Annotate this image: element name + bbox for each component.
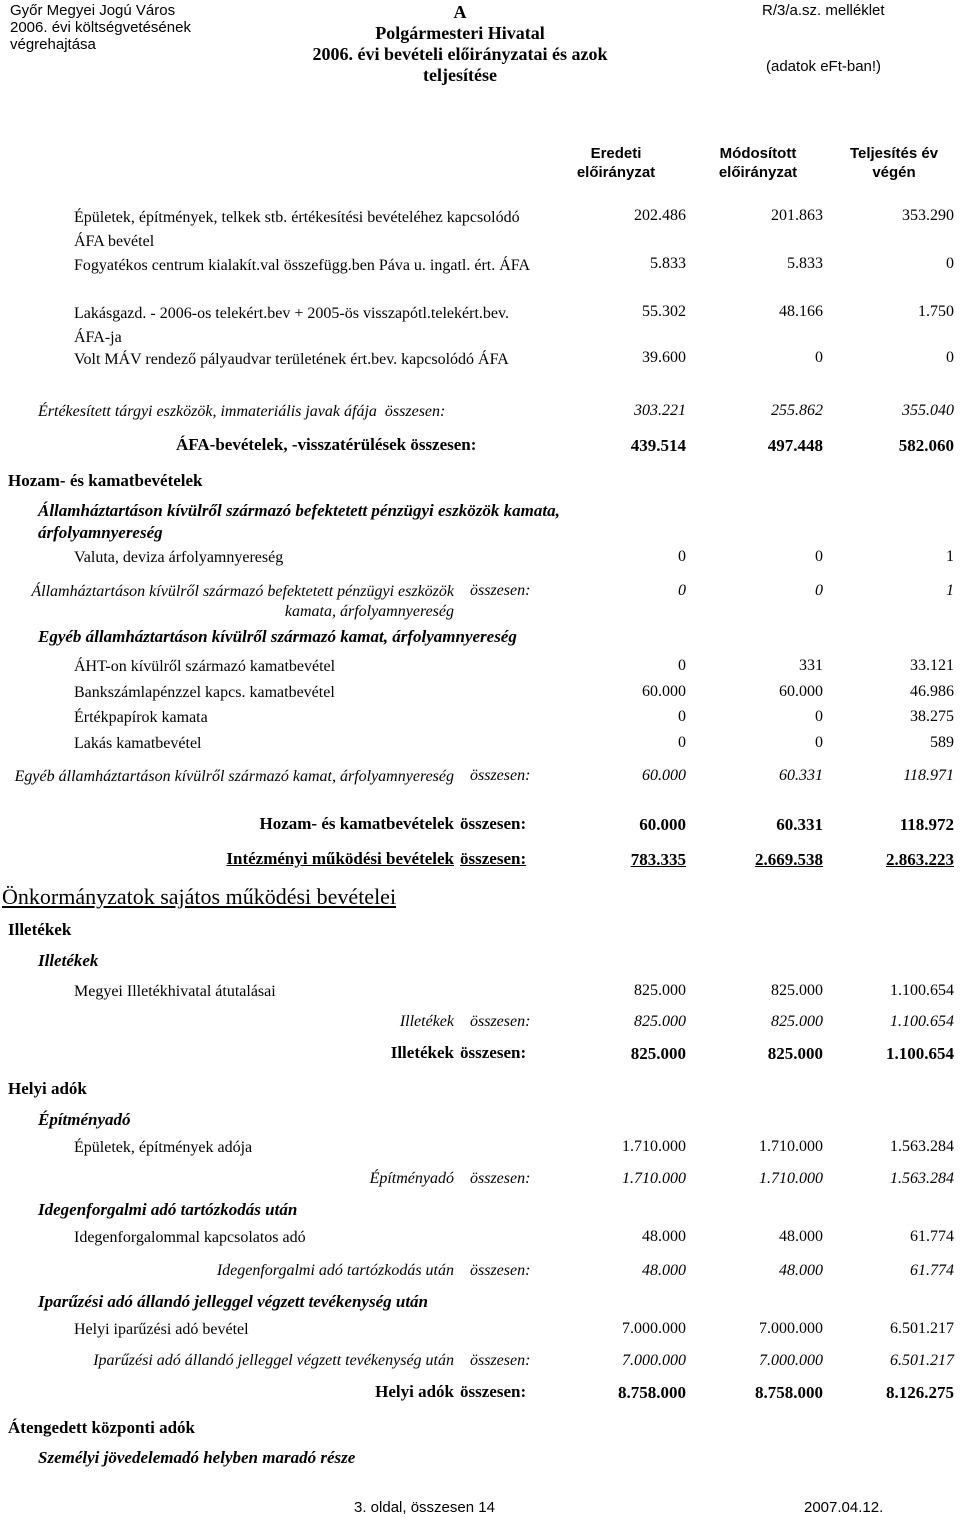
value-eredeti: 0 xyxy=(678,657,686,674)
header-right: R/3/a.sz. melléklet xyxy=(762,2,885,19)
title-line-3: teljesítése xyxy=(423,65,497,85)
value-modositott: 48.000 xyxy=(779,1228,823,1245)
col-header-modositott-l1: Módosított xyxy=(719,145,797,162)
value-teljesites: 33.121 xyxy=(910,657,954,674)
total-suffix: összesen: xyxy=(460,1043,527,1062)
subtotal-modositott: 48.000 xyxy=(779,1262,823,1279)
grand-total-teljesites: 2.863.223 xyxy=(886,850,954,869)
header-left-line-3: végrehajtása xyxy=(10,36,96,53)
afa-row-label: Fogyatékos centrum kialakít.val összefügg.ben Páva u. ingatl. ért. ÁFA xyxy=(74,257,531,274)
total-modositott: 825.000 xyxy=(767,1044,823,1063)
section-title-illetekek: Illetékek xyxy=(8,920,72,939)
total-label: Helyi adók xyxy=(375,1382,454,1401)
subtotal-modositott: 0 xyxy=(815,582,823,599)
total-label: Illetékek xyxy=(390,1043,454,1062)
value-modositott: 1.710.000 xyxy=(759,1138,823,1155)
row-label: Helyi iparűzési adó bevétel xyxy=(74,1321,249,1338)
section-title-atengedett: Átengedett központi adók xyxy=(8,1418,196,1437)
value-modositott: 60.000 xyxy=(779,683,823,700)
total-eredeti: 439.514 xyxy=(630,436,686,455)
value-teljesites: 6.501.217 xyxy=(890,1320,954,1337)
subtotal-suffix: összesen: xyxy=(470,1262,531,1279)
col-header-eredeti-l1: Eredeti xyxy=(590,145,642,162)
subsection-title: Illetékek xyxy=(38,951,99,970)
value-modositott: 0 xyxy=(815,734,823,751)
total-suffix: összesen: xyxy=(460,1382,527,1401)
col-header-eredeti-l2: előirányzat xyxy=(576,164,656,181)
total-label-text: ÁFA-bevételek, -visszatérülések xyxy=(176,435,407,454)
total-suffix: összesen: xyxy=(410,435,477,454)
row-label: Valuta, deviza árfolyamnyereség xyxy=(74,549,284,566)
total-teljesites: 582.060 xyxy=(898,436,954,455)
title-line-1: Polgármesteri Hivatal xyxy=(375,23,545,43)
total-modositott: 497.448 xyxy=(767,436,823,455)
value-modositott: 0 xyxy=(815,349,823,366)
grand-total-eredeti: 783.335 xyxy=(630,850,686,869)
total-eredeti: 8.758.000 xyxy=(618,1383,686,1402)
subtotal-eredeti: 60.000 xyxy=(642,767,686,784)
subtotal-eredeti: 1.710.000 xyxy=(622,1170,686,1187)
page-title xyxy=(280,2,640,86)
total-label xyxy=(176,434,476,456)
subtotal-eredeti: 825.000 xyxy=(634,1013,686,1030)
subtotal-modositott: 1.710.000 xyxy=(759,1170,823,1187)
title-letter: A xyxy=(453,2,467,22)
subtotal-teljesites: 6.501.217 xyxy=(890,1352,954,1369)
col-header-eredeti xyxy=(556,144,676,182)
afa-row-label: Lakásgazd. - 2006-os telekért.bev + 2005-ös visszapótl.telekért.bev. ÁFA-ja xyxy=(74,305,509,346)
subtotal-suffix: összesen: xyxy=(470,1013,531,1030)
subtotal-suffix: összesen: xyxy=(470,1170,531,1187)
value-modositott: 0 xyxy=(815,548,823,565)
total-label: Hozam- és kamatbevételek xyxy=(259,814,454,833)
title-line-2: 2006. évi bevételi előirányzatai és azok xyxy=(312,44,608,64)
value-eredeti: 202.486 xyxy=(634,207,686,224)
subtotal-teljesites: 1 xyxy=(946,582,954,599)
value-eredeti: 39.600 xyxy=(642,349,686,366)
subtotal-modositott: 60.331 xyxy=(779,767,823,784)
value-teljesites: 1.100.654 xyxy=(890,982,954,999)
subtotal-eredeti: 0 xyxy=(678,582,686,599)
subtotal-label: Iparűzési adó állandó jelleggel végzett tevékenység után xyxy=(93,1352,454,1369)
row-label: Idegenforgalommal kapcsolatos adó xyxy=(74,1229,306,1246)
section-title-helyi-adok: Helyi adók xyxy=(8,1079,87,1098)
total-teljesites: 118.972 xyxy=(899,815,954,834)
value-teljesites: 0 xyxy=(946,349,954,366)
value-modositott: 0 xyxy=(815,708,823,725)
total-modositott: 8.758.000 xyxy=(755,1383,823,1402)
page-footer-pages: 3. oldal, összesen 14 xyxy=(354,1499,495,1516)
value-teljesites: 1 xyxy=(946,548,954,565)
subtotal-label: Egyéb államháztartáson kívülről származó kamat, árfolyamnyereség xyxy=(14,768,454,785)
value-eredeti: 7.000.000 xyxy=(622,1320,686,1337)
value-teljesites: 46.986 xyxy=(910,683,954,700)
value-eredeti: 0 xyxy=(678,548,686,565)
section-title-hozam: Hozam- és kamatbevételek xyxy=(8,471,203,490)
value-eredeti: 825.000 xyxy=(634,982,686,999)
col-header-teljesites xyxy=(832,144,956,182)
header-left-line-1: Győr Megyei Jogú Város xyxy=(10,2,176,19)
value-teljesites: 1.750 xyxy=(918,303,954,320)
value-eredeti: 60.000 xyxy=(642,683,686,700)
value-eredeti: 55.302 xyxy=(642,303,686,320)
row-label: Megyei Illetékhivatal átutalásai xyxy=(74,983,276,1000)
total-suffix: összesen: xyxy=(460,814,527,833)
subtotal-eredeti: 303.221 xyxy=(634,402,686,419)
subsection-title: Építményadó xyxy=(38,1110,131,1129)
value-modositott: 201.863 xyxy=(771,207,823,224)
total-teljesites: 8.126.275 xyxy=(886,1383,954,1402)
value-teljesites: 0 xyxy=(946,255,954,272)
value-eredeti: 0 xyxy=(678,708,686,725)
subtotal-suffix: összesen: xyxy=(470,1352,531,1369)
col-header-teljesites-l2: végén xyxy=(872,164,916,181)
value-teljesites: 353.290 xyxy=(902,207,954,224)
value-teljesites: 38.275 xyxy=(910,708,954,725)
value-modositott: 48.166 xyxy=(779,303,823,320)
subsection-title: Idegenforgalmi adó tartózkodás után xyxy=(38,1200,298,1219)
subtotal-label: Államháztartáson kívülről származó befektetett pénzügyi eszközök kamata, árfolyamnyereség xyxy=(31,583,454,620)
value-eredeti: 0 xyxy=(678,734,686,751)
subtotal-modositott: 255.862 xyxy=(771,402,823,419)
subtotal-label: Építményadó xyxy=(369,1170,454,1187)
header-left-line-2: 2006. évi költségvetésének xyxy=(10,19,191,36)
subtotal-teljesites: 118.971 xyxy=(903,767,954,784)
subtotal-suffix: összesen: xyxy=(384,403,446,420)
value-modositott: 825.000 xyxy=(771,982,823,999)
total-eredeti: 60.000 xyxy=(639,815,686,834)
value-teljesites: 1.563.284 xyxy=(890,1138,954,1155)
subtotal-eredeti: 7.000.000 xyxy=(622,1352,686,1369)
chapter-title: Önkormányzatok sajátos működési bevételei xyxy=(2,884,397,909)
row-label: Épületek, építmények adója xyxy=(74,1139,253,1156)
subtotal-modositott: 7.000.000 xyxy=(759,1352,823,1369)
total-teljesites: 1.100.654 xyxy=(886,1044,954,1063)
grand-total-suffix: összesen: xyxy=(460,849,527,868)
subtotal-teljesites: 1.100.654 xyxy=(890,1013,954,1030)
col-header-modositott xyxy=(696,144,820,182)
subsection-title: Egyéb államháztartáson kívülről származó kamat, árfolyamnyereség xyxy=(38,627,517,646)
value-eredeti: 5.833 xyxy=(650,255,686,272)
total-eredeti: 825.000 xyxy=(630,1044,686,1063)
page-footer-date: 2007.04.12. xyxy=(804,1499,884,1516)
subsection-title: Iparűzési adó állandó jelleggel végzett tevékenység után xyxy=(38,1292,429,1311)
subtotal-eredeti: 48.000 xyxy=(642,1262,686,1279)
row-label: Értékpapírok kamata xyxy=(74,709,208,726)
total-modositott: 60.331 xyxy=(776,815,823,834)
subtotal-modositott: 825.000 xyxy=(771,1013,823,1030)
subtotal-label: Idegenforgalmi adó tartózkodás után xyxy=(216,1262,454,1279)
subsection-title: Államháztartáson kívülről származó befektetett pénzügyi eszközök kamata, árfolyamnyereség xyxy=(38,501,560,542)
subtotal-teljesites: 1.563.284 xyxy=(890,1170,954,1187)
value-modositott: 5.833 xyxy=(787,255,823,272)
grand-total-modositott: 2.669.538 xyxy=(755,850,823,869)
header-left xyxy=(10,2,191,53)
subtotal-label: Illetékek xyxy=(399,1013,454,1030)
value-modositott: 7.000.000 xyxy=(759,1320,823,1337)
afa-row-label: Volt MÁV rendező pályaudvar területének ért.bev. kapcsolódó ÁFA xyxy=(74,351,509,368)
col-header-teljesites-l1: Teljesítés év xyxy=(849,145,939,162)
value-modositott: 331 xyxy=(799,657,823,674)
subtotal-teljesites: 61.774 xyxy=(910,1262,954,1279)
subtotal-label xyxy=(38,401,445,423)
row-label: Lakás kamatbevétel xyxy=(74,735,202,752)
value-teljesites: 589 xyxy=(930,734,954,751)
value-eredeti: 48.000 xyxy=(642,1228,686,1245)
subsection-title: Személyi jövedelemadó helyben maradó része xyxy=(38,1448,356,1467)
value-eredeti: 1.710.000 xyxy=(622,1138,686,1155)
subtotal-suffix: összesen: xyxy=(470,767,531,784)
value-teljesites: 61.774 xyxy=(910,1228,954,1245)
grand-total-label: Intézményi működési bevételek xyxy=(226,849,454,868)
subtotal-label-text: Értékesített tárgyi eszközök, immateriális javak áfája xyxy=(38,403,377,420)
unit-note: (adatok eFt-ban!) xyxy=(766,58,882,75)
row-label: ÁHT-on kívülről származó kamatbevétel xyxy=(74,658,336,675)
col-header-modositott-l2: előirányzat xyxy=(718,164,798,181)
row-label: Bankszámlapénzzel kapcs. kamatbevétel xyxy=(74,684,335,701)
subtotal-teljesites: 355.040 xyxy=(902,402,954,419)
subtotal-suffix: összesen: xyxy=(470,582,531,599)
afa-row-label: Épületek, építmények, telkek stb. értékesítési bevételéhez kapcsolódó ÁFA bevétel xyxy=(74,209,520,250)
